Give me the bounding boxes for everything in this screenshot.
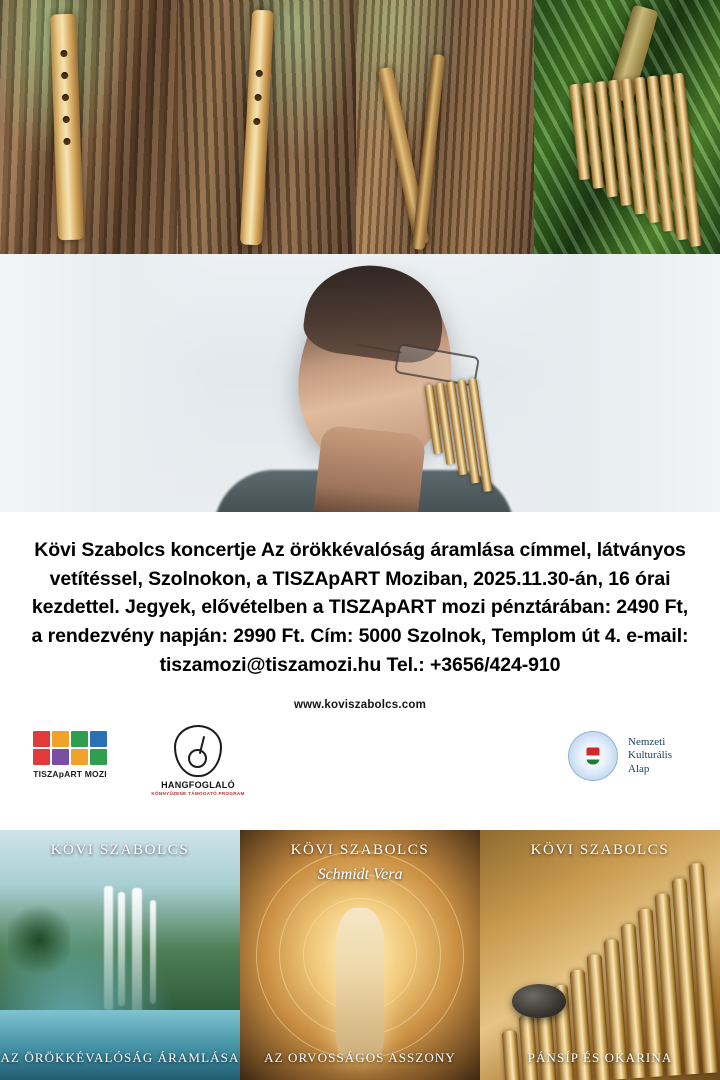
tiszapart-mozi-label: TISZApART MOZI	[33, 769, 107, 780]
panpipes-icon	[569, 72, 707, 254]
panpipes-photo-icon	[491, 863, 718, 1080]
sponsor-logo-row	[0, 723, 720, 815]
tiszapart-grid-icon	[33, 731, 107, 765]
album-1-title: AZ ÖRÖKKÉVALÓSÁG ÁRAMLÁSA	[0, 1050, 240, 1065]
flute-icon	[240, 10, 274, 246]
event-info-text: Kövi Szabolcs koncertje Az örökkévalóság áramlása címmel, látványos vetítéssel, Szolnokon, a TISZApART Moziban, 2025.11.30-án, 16 órai kezdettel. Jegyek, elővételben a TISZApART mozi pénztárában: 2490 Ft, a rendezvény napján: 2990 Ft. Cím: 5000 Szolnok, Templom út 4. e-mail: tiszamozi@tiszamozi.hu Tel.: +3656/424-910	[31, 539, 689, 676]
event-info-block	[0, 512, 720, 717]
ocarina-icon	[512, 984, 566, 1018]
album-2-subtitle: Schmidt Vera	[317, 866, 403, 883]
photo-panflute-on-sequoia-trunk	[0, 0, 178, 254]
album-cover-row	[0, 830, 720, 1080]
album-3-title: PÁNSÍP ÉS OKARINA	[527, 1050, 673, 1065]
nka-line-2: Kulturális	[628, 749, 672, 762]
nka-line-3: Alap	[628, 763, 650, 776]
nka-seal-icon	[568, 731, 618, 781]
album-az-orvossagos-asszony[interactable]	[240, 830, 480, 1080]
flute-right-icon	[412, 54, 445, 250]
mist-right	[470, 254, 720, 512]
kovi-szabolcs-portrait	[0, 254, 720, 512]
tiszapart-mozi-logo[interactable]	[14, 731, 126, 779]
palm-foliage	[8, 900, 70, 980]
mist-left	[0, 254, 220, 512]
hangfoglalo-subtitle: KÖNNYŰZENE TÁMOGATÓ PROGRAM	[151, 791, 245, 797]
photo-flute-on-tree	[178, 0, 356, 254]
hangfoglalo-mark-icon	[174, 725, 222, 777]
nemzeti-kulturalis-alap-logo[interactable]	[568, 731, 716, 781]
album-az-orokkevalosag-aramlasa[interactable]	[0, 830, 240, 1080]
hangfoglalo-logo[interactable]	[142, 725, 254, 796]
neck	[314, 425, 426, 512]
woman-figure	[336, 908, 384, 1058]
website-link[interactable]: www.koviszabolcs.com	[293, 699, 427, 712]
nka-line-1: Nemzeti	[628, 735, 666, 748]
top-photo-strip	[0, 0, 720, 254]
hangfoglalo-title: HANGFOGLALÓ	[161, 780, 235, 791]
photo-two-flutes-crossed	[356, 0, 534, 254]
panflute-icon	[50, 14, 84, 241]
album-3-artist: KÖVI SZABOLCS	[530, 842, 670, 858]
album-1-artist: KÖVI SZABOLCS	[50, 842, 190, 858]
lagoon-water	[0, 1010, 240, 1080]
album-2-artist: KÖVI SZABOLCS	[290, 842, 430, 858]
album-2-title: AZ ORVOSSÁGOS ASSZONY	[264, 1050, 456, 1065]
photo-panpipes-in-bamboo	[534, 0, 720, 254]
album-pansip-es-okarina[interactable]	[480, 830, 720, 1080]
